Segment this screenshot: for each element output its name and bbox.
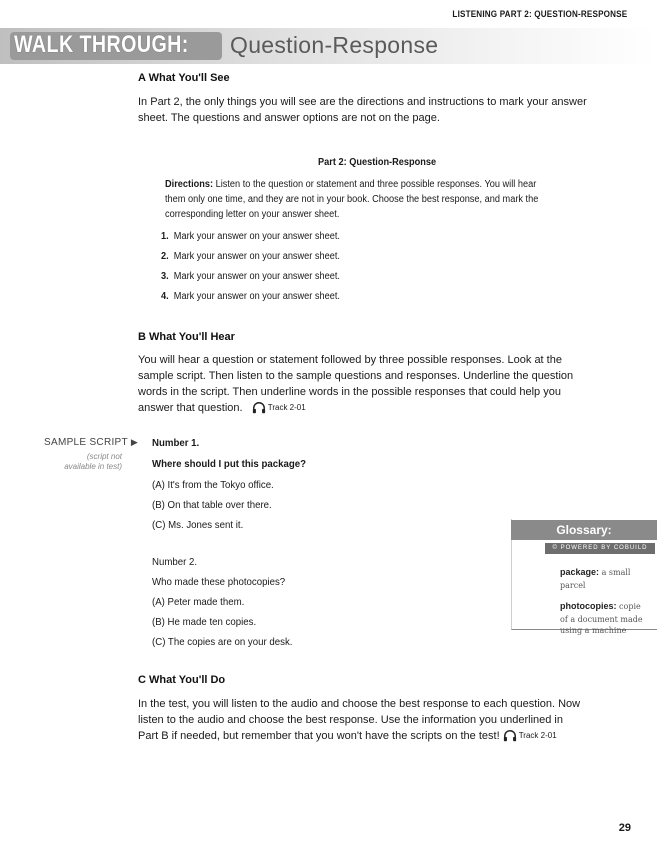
item-number: 3. [161,271,169,282]
directions-title: Part 2: Question-Response [318,157,437,168]
directions-item-4 [161,291,340,302]
item-text: Mark your answer on your answer sheet. [173,271,340,282]
sample-script-label [44,437,138,448]
directions-line-3: corresponding letter on your answer sheet. [165,209,340,220]
track-label: Track 2-01 [518,731,557,741]
section-c-line-3 [138,728,557,744]
section-b-line-3: words in the script. Then underline words in the possible responses that could help you [138,386,561,398]
number-1-title: Number 1. [152,437,200,449]
item-number: 1. [161,231,169,242]
track-label: Track 2-01 [267,403,306,413]
track-reference [503,728,557,744]
item-number: 2. [161,251,169,262]
number-1-question: Where should I put this package? [152,458,307,470]
sample-script-label-text: SAMPLE SCRIPT [44,437,128,448]
glossary-definition: of a document made [560,615,643,624]
directions-item-3 [161,271,340,282]
section-c-line-2: listen to the audio and choose the best response. Use the information you underlined in [138,714,563,726]
section-b-line-1: You will hear a question or statement followed by three possible responses. Look at the [138,354,562,366]
section-a-line-2: sheet. The questions and answer options are not on the page. [138,112,440,124]
glossary-term: package: [560,567,600,577]
number-2-option-b: (B) He made ten copies. [152,616,257,628]
directions-line-1-text: Listen to the question or statement and three possible responses. You will hear [213,179,537,190]
sample-script-note [40,452,122,472]
glossary-definition: copie [616,602,641,611]
copyright-icon: © [552,545,558,551]
glossary-definition: parcel [560,581,586,590]
directions-line-1 [165,177,597,192]
directions-line-2: them only one time, and they are not in your book. Choose the best response, and mark the [165,194,539,205]
glossary-entry-package [560,562,656,591]
directions-item-1 [161,231,340,242]
item-text: Mark your answer on your answer sheet. [173,231,340,242]
page-number: 29 [618,822,631,834]
title-label: WALK THROUGH: [14,31,189,58]
section-a-line-1: In Part 2, the only things you will see are the directions and instructions to mark your answer [138,96,587,108]
headphones-icon [503,729,517,743]
number-1-option-c: (C) Ms. Jones sent it. [152,519,244,531]
section-b-line-2: sample script. Then listen to the sample questions and responses. Underline the question [138,370,574,382]
section-c-heading: C What You'll Do [138,674,226,686]
glossary-definition: using a machine [560,626,627,635]
running-head: LISTENING PART 2: QUESTION-RESPONSE [452,9,627,19]
section-b-line-4 [138,400,306,416]
arrow-icon: ▶ [130,437,139,447]
glossary-brand [545,543,655,554]
glossary-definition: a small [599,568,631,577]
number-2-title: Number 2. [152,556,198,568]
section-c-line-1: In the test, you will listen to the audio and choose the best response to each question. Now [138,698,581,710]
number-2-option-a: (A) Peter made them. [152,596,245,608]
sample-script-note-line-1: (script not [86,452,122,461]
glossary-brand-text: POWERED BY COBUILD [560,545,648,551]
section-b-heading: B What You'll Hear [138,331,235,343]
item-number: 4. [161,291,169,302]
section-a-heading: A What You'll See [138,72,230,84]
glossary-entry-photocopies [560,596,656,636]
section-c-line-3-text: Part B if needed, but remember that you won't have the scripts on the test! [138,730,500,742]
directions-label: Directions: [165,179,214,190]
directions-item-2 [161,251,340,262]
number-1-option-b: (B) On that table over there. [152,499,272,511]
section-b-line-4-text: answer that question. [138,402,243,414]
title-subtitle: Question-Response [230,32,439,58]
number-1-option-a: (A) It's from the Tokyo office. [152,479,274,491]
sample-script-note-line-2: available in test) [64,462,122,471]
glossary-header: Glossary: [511,520,657,540]
headphones-icon [252,401,266,415]
item-text: Mark your answer on your answer sheet. [173,251,340,262]
item-text: Mark your answer on your answer sheet. [173,291,340,302]
number-2-option-c: (C) The copies are on your desk. [152,636,293,648]
number-2-question: Who made these photocopies? [152,576,286,588]
track-reference [252,400,306,416]
glossary-term: photocopies: [560,601,617,611]
